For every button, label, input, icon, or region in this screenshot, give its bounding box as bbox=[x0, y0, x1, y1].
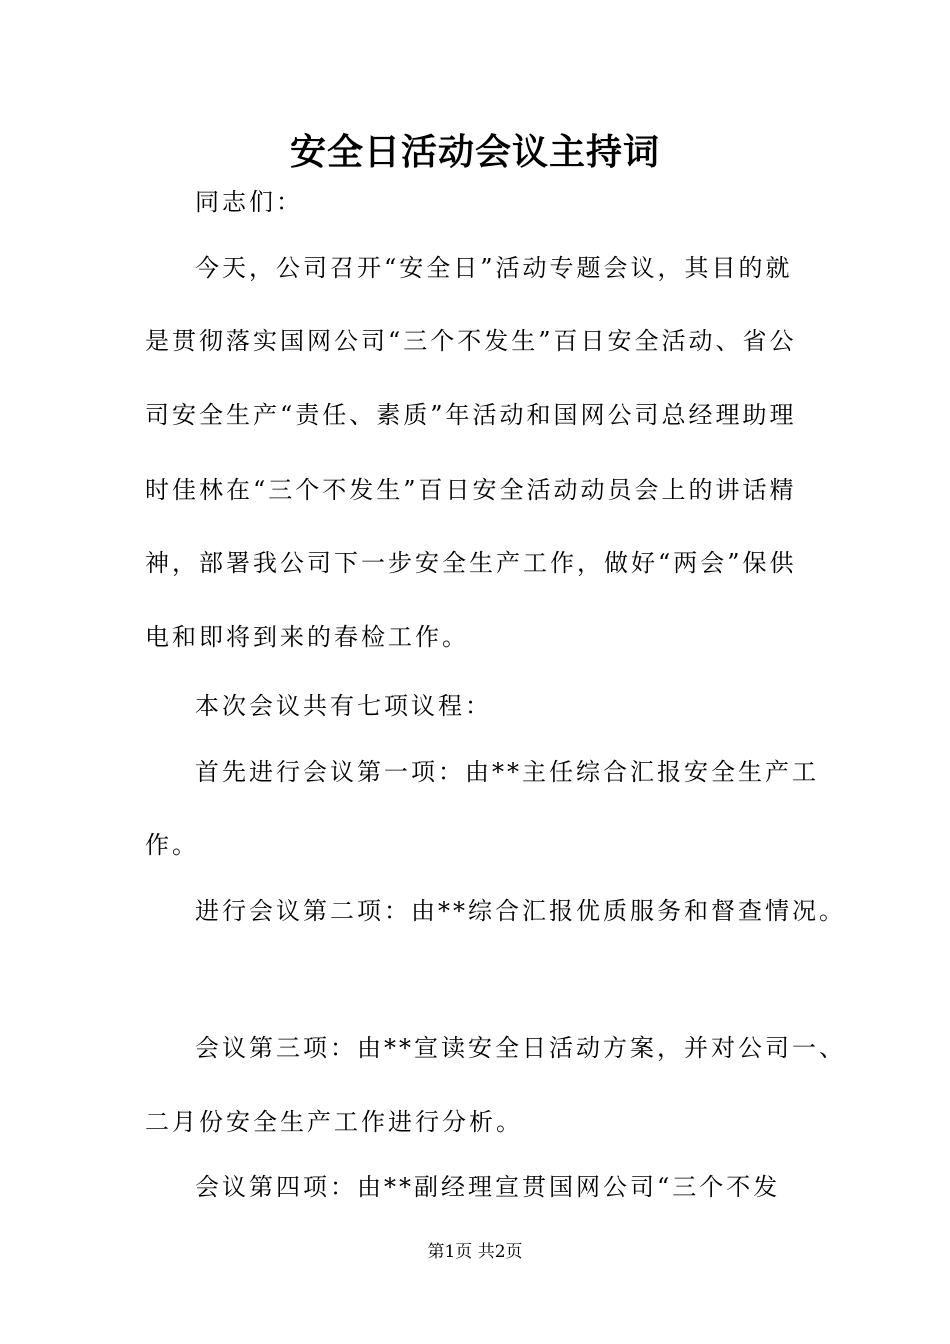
paragraph-line: 司安全生产“责任、素质”年活动和国网公司总经理助理 bbox=[145, 401, 797, 429]
paragraph-line: 电和即将到来的春检工作。 bbox=[145, 623, 469, 651]
paragraph-line: 今天，公司召开“安全日”活动专题会议，其目的就 bbox=[195, 254, 793, 282]
paragraph-line: 时佳林在“三个不发生”百日安全活动动员会上的讲话精 bbox=[145, 476, 797, 504]
page-footer: 第1页 共2页 bbox=[427, 1242, 523, 1262]
agenda-item-line: 会议第四项：由**副经理宣贯国网公司“三个不发 bbox=[195, 1173, 781, 1201]
greeting-line: 同志们： bbox=[195, 188, 303, 216]
agenda-item-line: 作。 bbox=[145, 831, 199, 859]
agenda-item-line: 二月份安全生产工作进行分析。 bbox=[145, 1108, 523, 1136]
agenda-item-line: 首先进行会议第一项：由**主任综合汇报安全生产工 bbox=[195, 758, 819, 786]
agenda-intro-line: 本次会议共有七项议程： bbox=[195, 692, 492, 720]
document-title: 安全日活动会议主持词 bbox=[289, 131, 660, 173]
agenda-item-line: 会议第三项：由**宣读安全日活动方案，并对公司一、 bbox=[195, 1034, 846, 1062]
agenda-item-line: 进行会议第二项：由**综合汇报优质服务和督查情况。 bbox=[195, 897, 846, 925]
paragraph-line: 神，部署我公司下一步安全生产工作，做好“两会”保供 bbox=[145, 549, 797, 577]
paragraph-line: 是贯彻落实国网公司“三个不发生”百日安全活动、省公 bbox=[145, 327, 797, 355]
